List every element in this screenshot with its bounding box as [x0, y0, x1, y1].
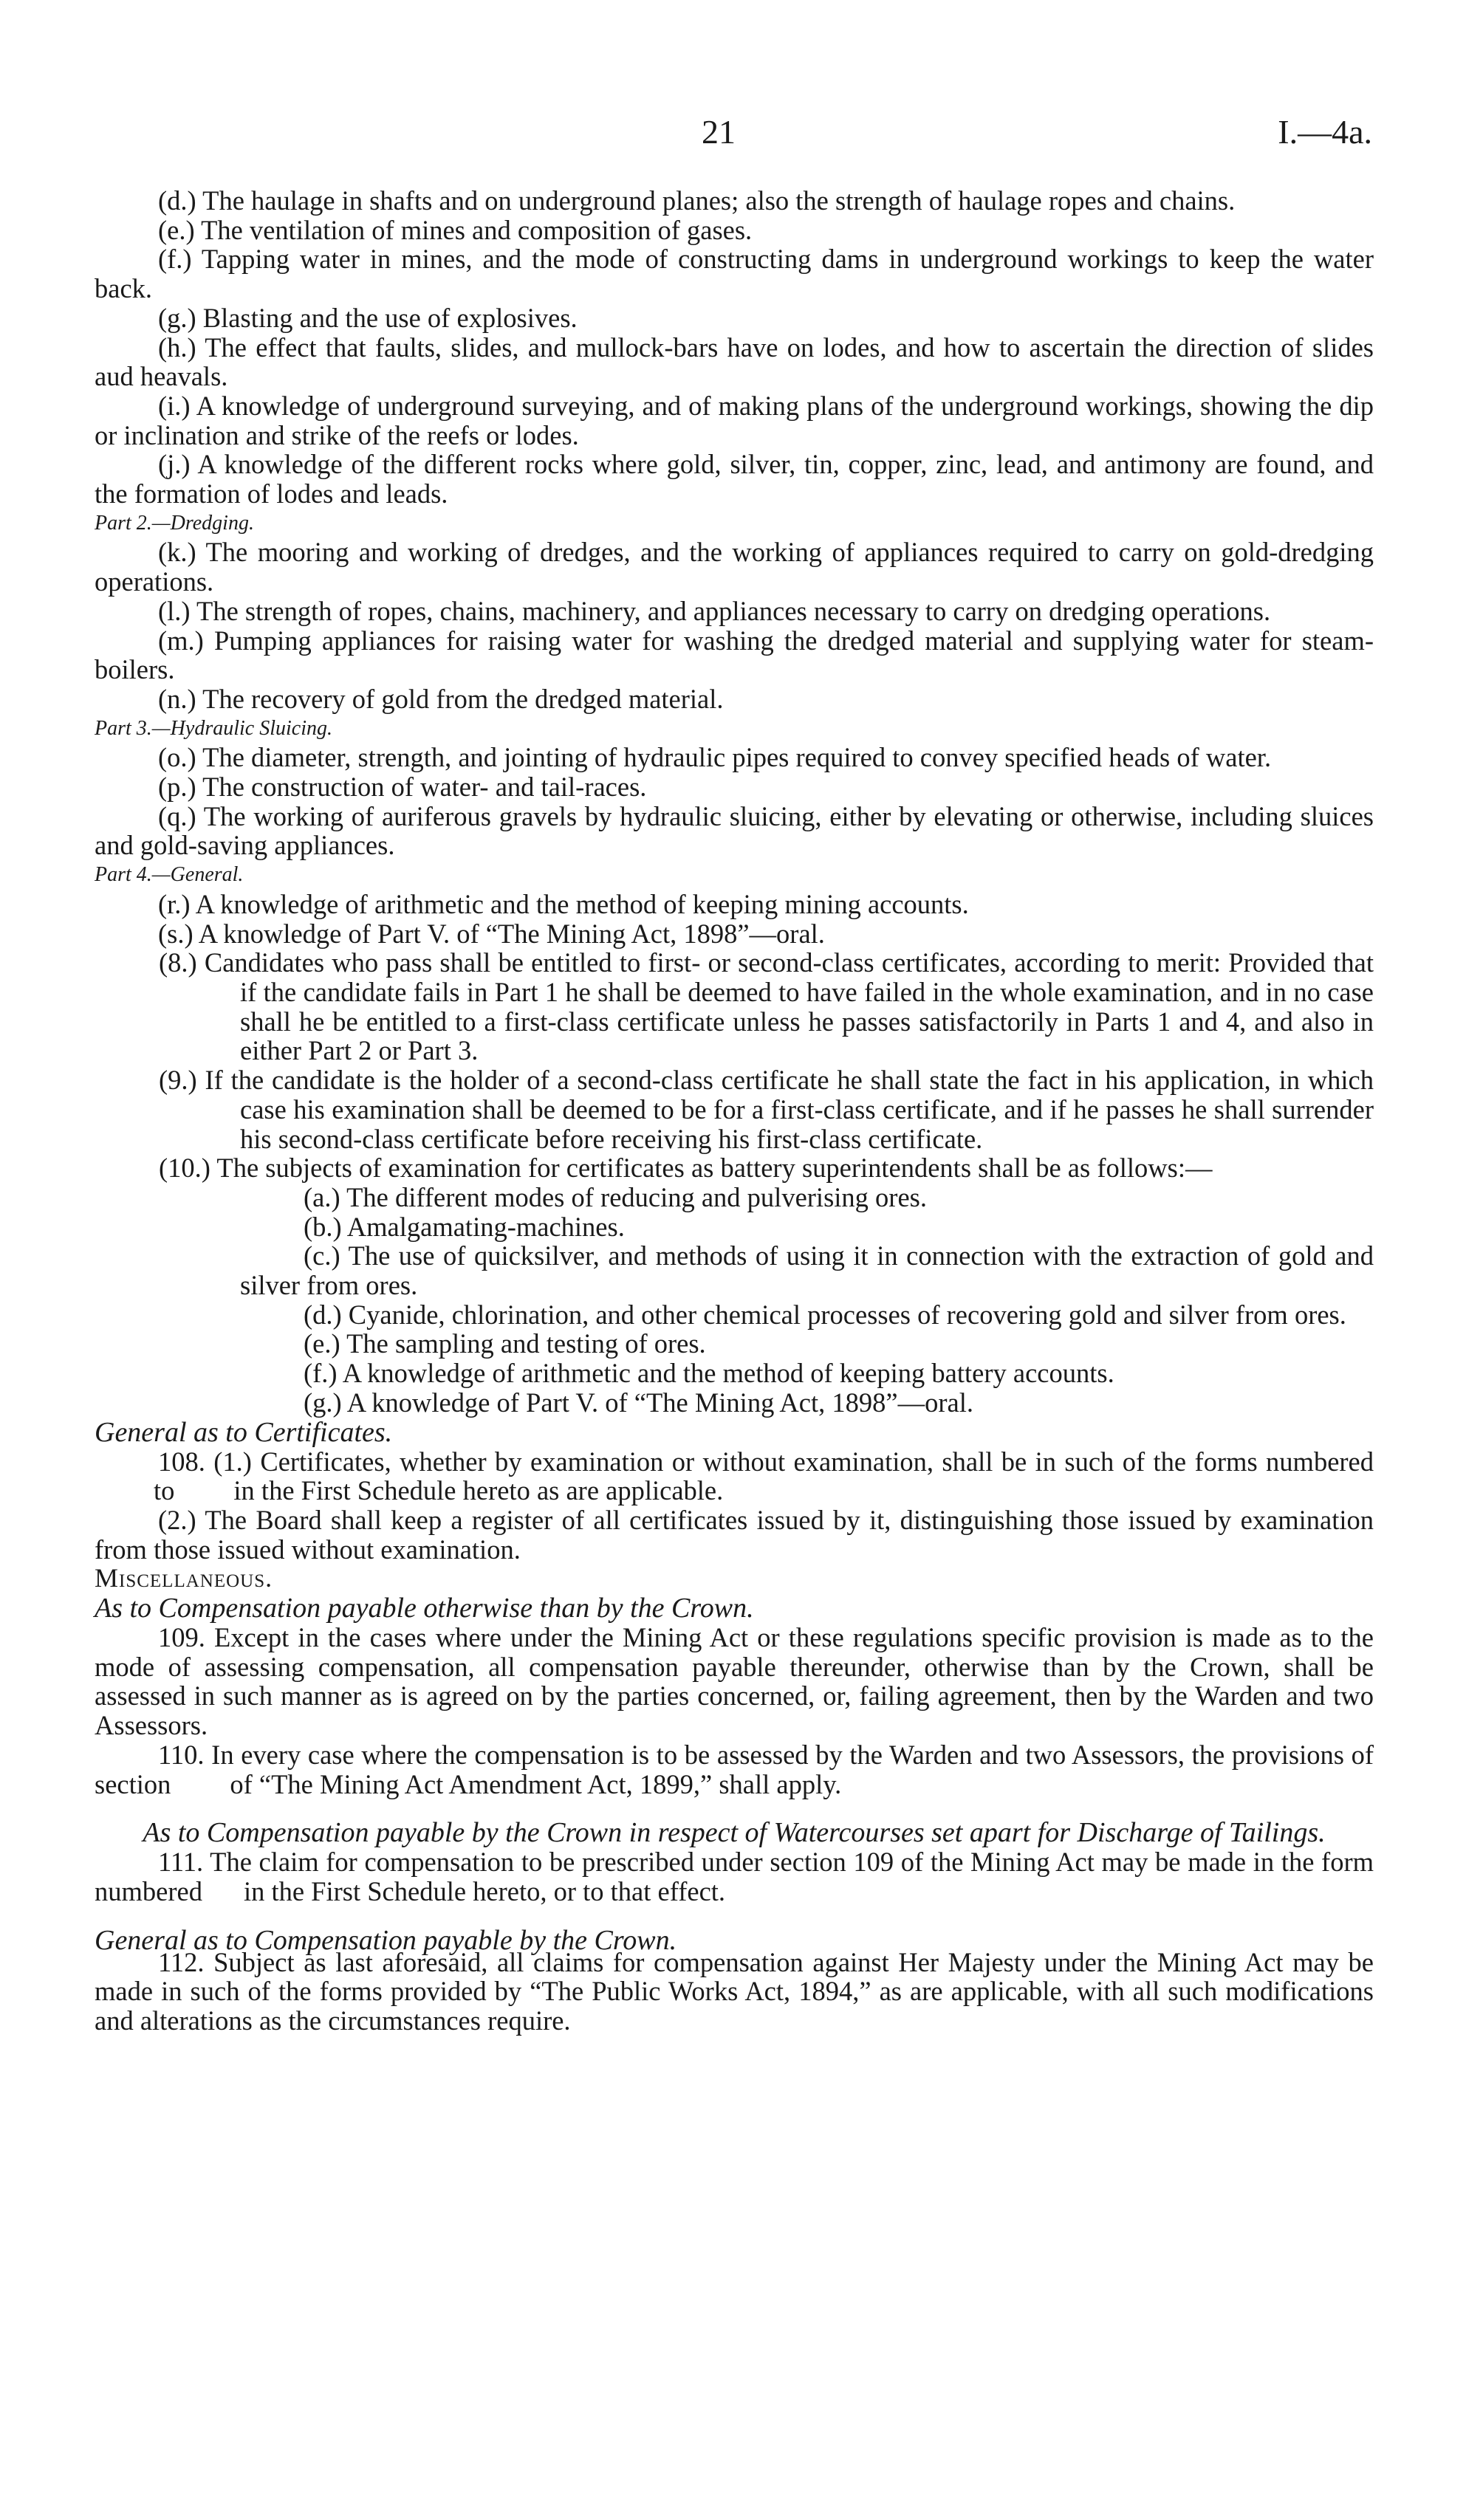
page-body: [95, 186, 1374, 2036]
battery-item-a: (a.) The different modes of reducing and pulverising ores.: [304, 1181, 927, 1212]
miscellaneous-heading: Miscellaneous.: [95, 1563, 273, 1593]
part1-item-i: (i.) A knowledge of underground surveying, and of making plans of the underground workings, showing the dip or inclination and strike of the reefs or lodes.: [95, 390, 1374, 450]
clause-10: (10.) The subjects of examination for certificates as battery superintendents shall be as follows:—: [159, 1153, 1213, 1184]
part1-item-e: (e.) The ventilation of mines and composition of gases.: [158, 214, 753, 245]
part1-item-g: (g.) Blasting and the use of explosives.: [158, 302, 578, 333]
part3-item-p: (p.) The construction of water- and tail-races.: [158, 772, 647, 803]
part1-item-j: (j.) A knowledge of the different rocks where gold, silver, tin, copper, zinc, lead, and antimony are found, and the formation of lodes and leads.: [95, 449, 1374, 509]
part2-heading: Part 2.—Dredging.: [95, 511, 254, 535]
section-108-1-text-a: 108. (1.) Certificates, whether by examination or without examination, shall be in such of the forms numbered: [158, 1446, 1374, 1477]
section-112: 112. Subject as last aforesaid, all claims for compensation against Her Majesty under the Mining Act may be made in such of the forms provided by “The Public Works Act, 1894,” as are applicable, with all such modifications and alterations as the circumstances require.: [95, 1946, 1374, 2036]
part2-item-l: (l.) The strength of ropes, chains, machinery, and appliances necessary to carry on dredging operations.: [158, 595, 1271, 626]
battery-item-f: (f.) A knowledge of arithmetic and the method of keeping battery accounts.: [304, 1358, 1114, 1389]
part1-item-d: (d.) The haulage in shafts and on underground planes; also the strength of haulage ropes and chains.: [158, 185, 1236, 216]
part1-item-h: (h.) The effect that faults, slides, and mullock-bars have on lodes, and how to ascertain the direction of slides aud heavals.: [95, 332, 1374, 392]
battery-item-d: (d.) Cyanide, chlorination, and other chemical processes of recovering gold and silver from ores.: [304, 1299, 1346, 1330]
certificates-heading: General as to Certificates.: [95, 1416, 393, 1448]
part3-heading: Part 3.—Hydraulic Sluicing.: [95, 716, 332, 740]
section-108-1: [95, 1447, 1374, 1506]
section-110-text-a: 110. In every case where the compensation is to be assessed by the Warden and two Assessors, the provisions of section: [95, 1739, 1374, 1799]
clause-9: (9.) If the candidate is the holder of a second-class certificate he shall state the fact in his application, in which case his examination shall be deemed to be for a first-class certificate, and if he passes he shall surrender his second-class certificate before receiving his first-class certificate.: [159, 1065, 1374, 1154]
document-reference: I.—4a.: [1278, 113, 1372, 151]
part3-item-q: (q.) The working of auriferous gravels by hydraulic sluicing, either by elevating or otherwise, including sluices and gold-saving appliances.: [95, 800, 1374, 861]
section-110-text-b: of “The Mining Act Amendment Act, 1899,” shall apply.: [230, 1768, 842, 1799]
section-108-1-text-c: in the First Schedule hereto as are applicable.: [233, 1475, 724, 1506]
clause-8: (8.) Candidates who pass shall be entitled to first- or second-class certificates, according to merit: Provided that if the candidate fails in Part 1 he shall be deemed to have failed in the whole examination, and in no case shall he be entitled to a first-class certificate unless he passes satisfactorily in Parts 1 and 4, and also in either Part 2 or Part 3.: [159, 947, 1374, 1066]
part2-item-m: (m.) Pumping appliances for raising water for washing the dredged material and supplying water for steam-boilers.: [95, 625, 1374, 685]
section-109: 109. Except in the cases where under the Mining Act or these regulations specific provision is made as to the mode of assessing compensation, all compensation payable thereunder, otherwise than by the Crown, shall be assessed in such manner as is agreed on by the parties concerned, or, failing agreement, then by the Warden and two Assessors.: [95, 1622, 1374, 1741]
battery-item-e: (e.) The sampling and testing of ores.: [304, 1328, 706, 1359]
section-111-text-a: 111. The claim for compensation to be prescribed under section 109 of the Mining Act may be made in the form numbered: [95, 1847, 1374, 1906]
part2-item-n: (n.) The recovery of gold from the dredged material.: [158, 683, 724, 714]
section-108-2: (2.) The Board shall keep a register of all certificates issued by it, distinguishing those issued by examination from those issued without examination.: [95, 1504, 1374, 1565]
section-111-text-b: in the First Schedule hereto, or to that effect.: [243, 1875, 726, 1906]
section-108-1-text-b: to: [154, 1475, 175, 1506]
part4-item-r: (r.) A knowledge of arithmetic and the method of keeping mining accounts.: [158, 888, 969, 919]
battery-item-c: (c.) The use of quicksilver, and methods of using it in connection with the extraction of gold and silver from ores.: [240, 1240, 1374, 1301]
part2-item-k: (k.) The mooring and working of dredges, and the working of appliances required to carry on gold-dredging operations.: [95, 537, 1374, 597]
part4-item-s: (s.) A knowledge of Part V. of “The Mining Act, 1898”—oral.: [158, 918, 825, 949]
part1-item-f: (f.) Tapping water in mines, and the mode of constructing dams in underground workings to keep the water back.: [95, 244, 1374, 304]
battery-item-g: (g.) A knowledge of Part V. of “The Mining Act, 1898”—oral.: [304, 1387, 973, 1418]
part4-heading: Part 4.—General.: [95, 863, 244, 887]
part3-item-o: (o.) The diameter, strength, and jointing of hydraulic pipes required to convey specified heads of water.: [158, 742, 1272, 773]
compensation-otherwise-heading: As to Compensation payable otherwise than by the Crown.: [95, 1593, 754, 1624]
general-compensation-crown-heading: General as to Compensation payable by the Crown.: [95, 1924, 677, 1956]
compensation-crown-watercourses-heading: As to Compensation payable by the Crown in respect of Watercourses set apart for Discharge of Tailings.: [143, 1817, 1326, 1849]
section-111: [95, 1847, 1374, 1906]
section-110: [95, 1740, 1374, 1799]
battery-item-b: (b.) Amalgamating-machines.: [304, 1211, 625, 1242]
page-number: 21: [702, 113, 736, 151]
